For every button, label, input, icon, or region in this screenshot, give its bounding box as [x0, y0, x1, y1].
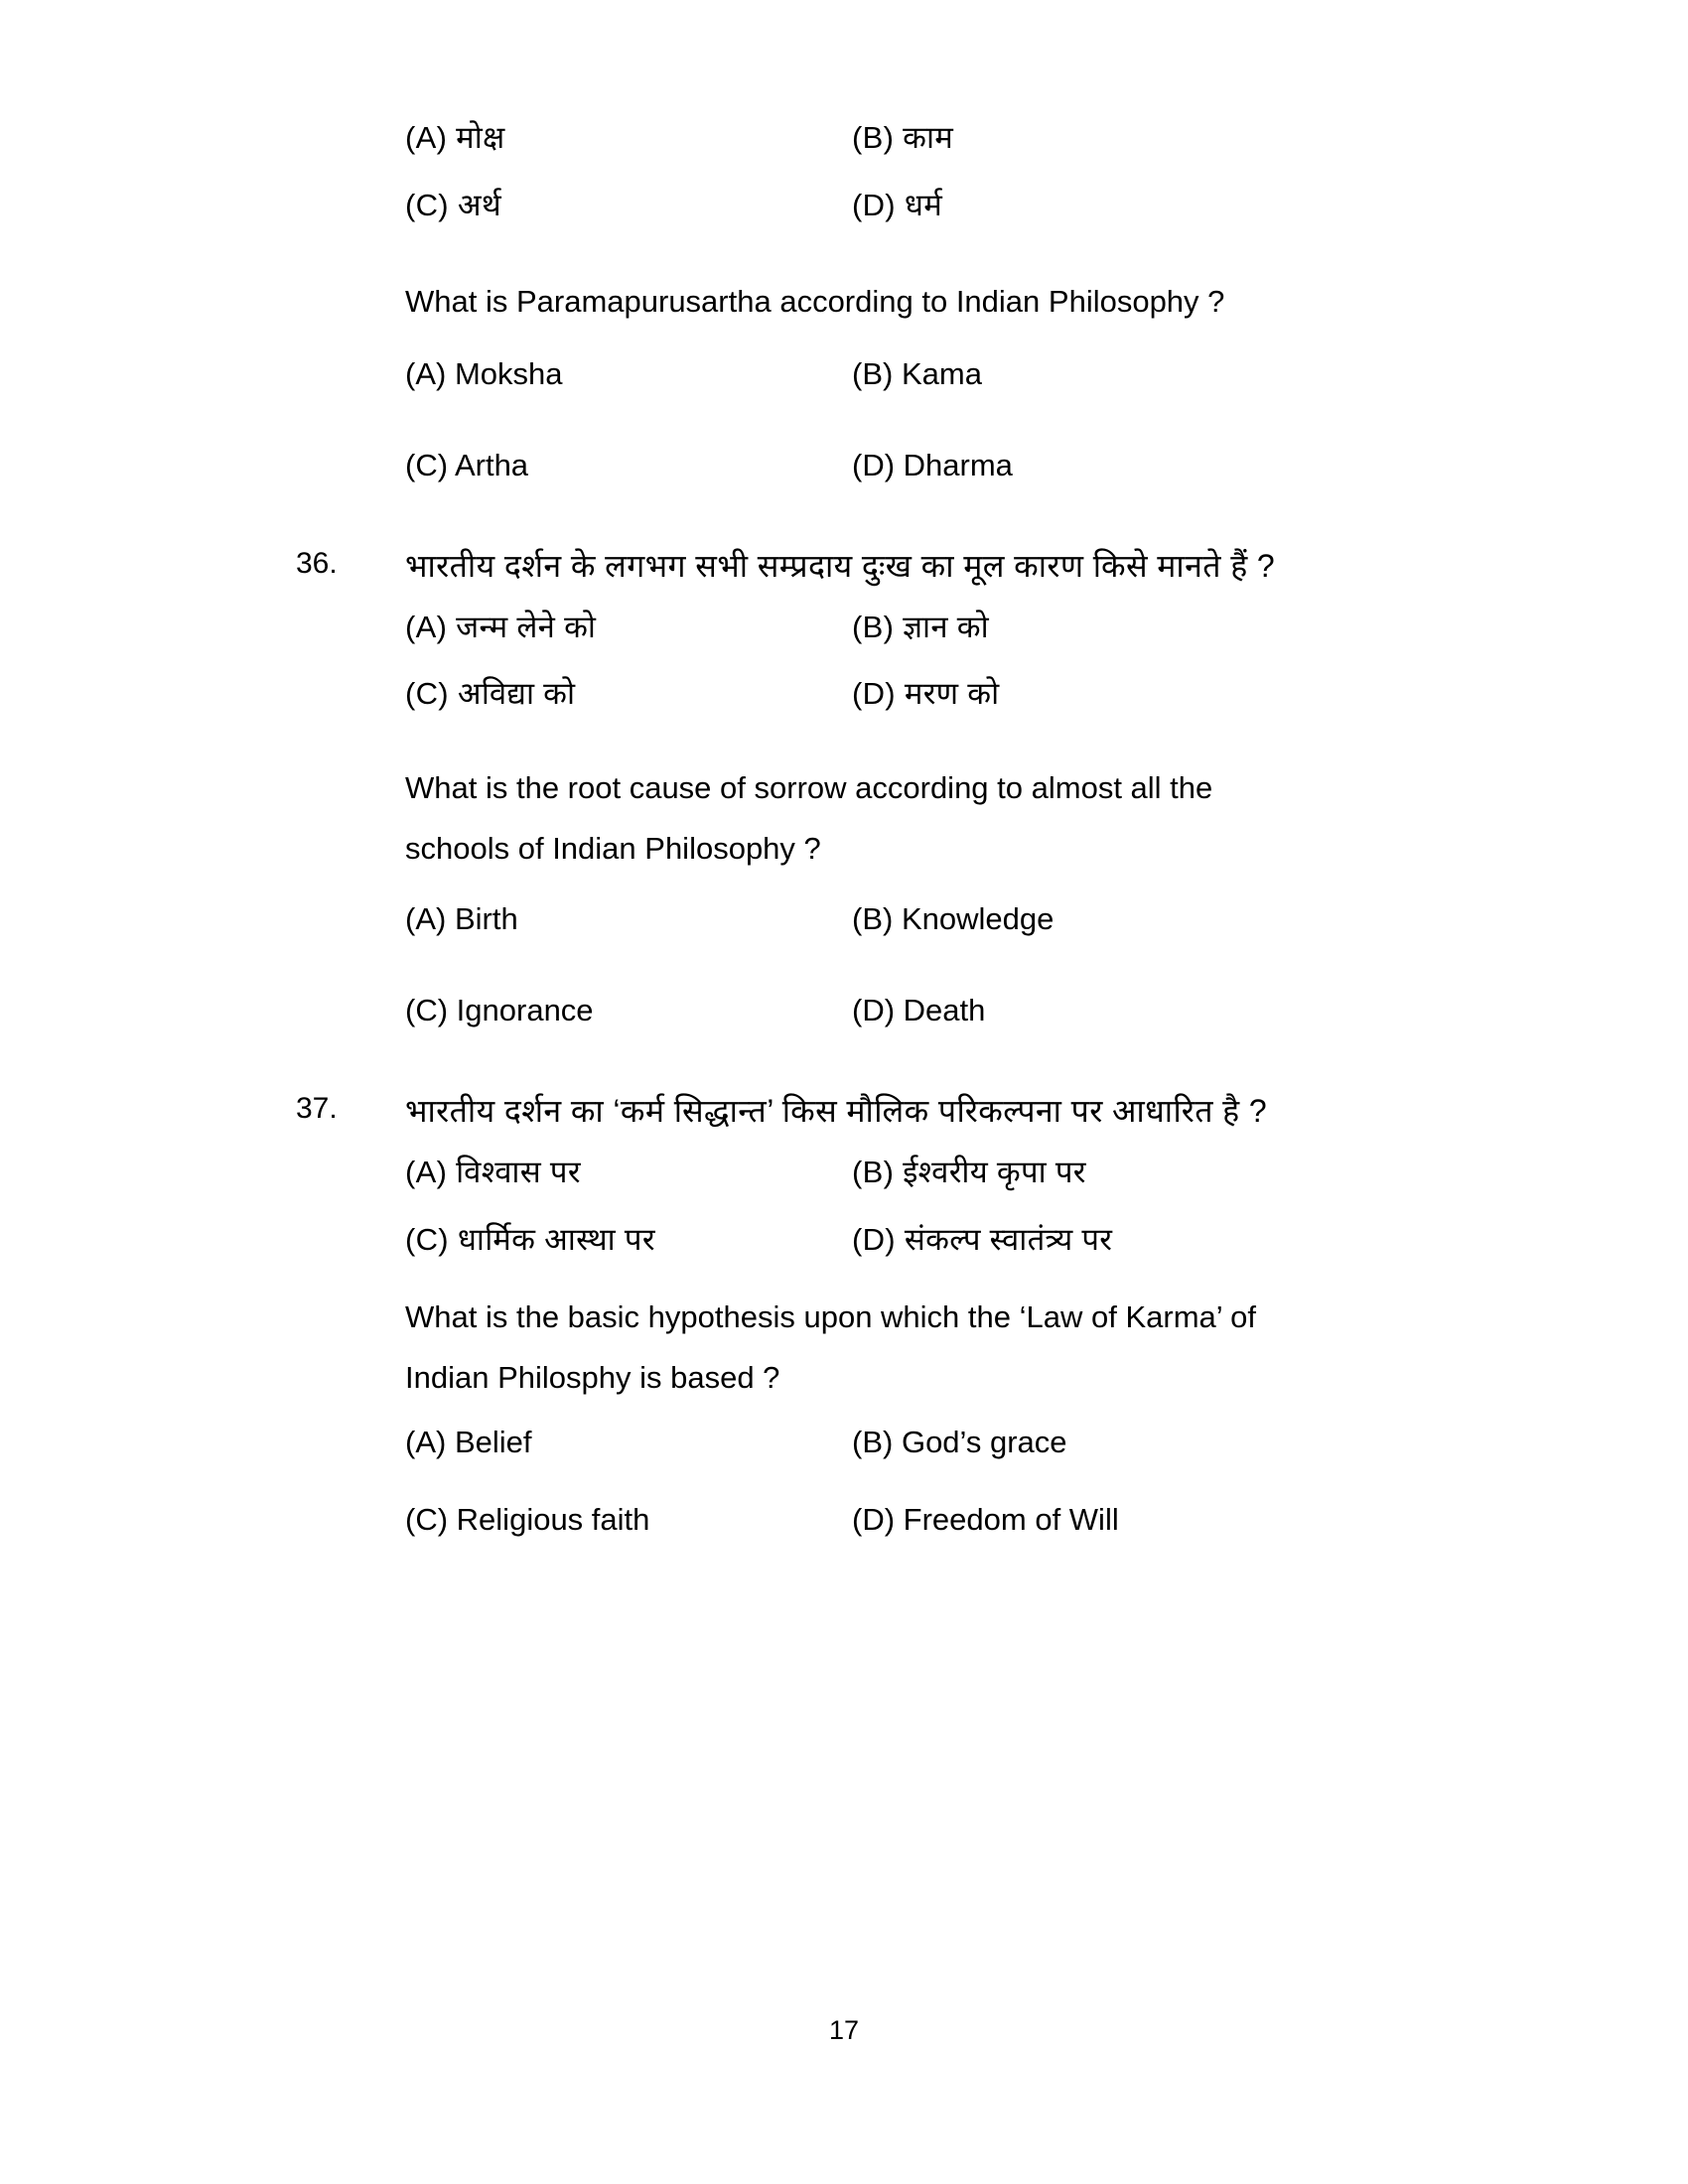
option-label: (B): [852, 356, 894, 392]
top-margin: [0, 0, 1688, 117]
option-label: (A): [405, 609, 448, 644]
option-text: काम: [903, 120, 954, 155]
question-stem-hindi-row: [0, 544, 1688, 589]
row-gap: [0, 647, 1688, 673]
option-label: (B): [852, 609, 895, 644]
option-text: जन्म लेने को: [456, 609, 597, 644]
options-row-hindi-cd: [405, 185, 1299, 226]
option-text: Dharma: [903, 447, 1013, 482]
options-row-english-ab: [405, 898, 1299, 940]
options-row-hindi-ab: [405, 1152, 1299, 1193]
options-row-hindi-cd: [405, 673, 1299, 715]
option-text: God’s grace: [901, 1425, 1067, 1460]
question-stem-english-row: [0, 272, 1688, 332]
row-gap: [0, 159, 1688, 185]
question-block-37: [0, 1089, 1688, 1541]
stem-line: What is the basic hypothesis upon which the ‘Law of Karma’ of: [405, 1299, 1256, 1335]
option-text: Knowledge: [901, 901, 1055, 937]
options-row-hindi-cd: [405, 1219, 1299, 1261]
question-number-placeholder: [0, 272, 405, 313]
row-gap: [0, 1193, 1688, 1219]
question-gap: [0, 1031, 1688, 1089]
option-text: Death: [903, 993, 986, 1028]
option-hi-a[interactable]: [405, 607, 852, 648]
option-label: (D): [852, 676, 896, 712]
stem-line: What is Paramapurusartha according to Indian Philosophy ?: [405, 283, 1225, 319]
option-text: Birth: [454, 901, 518, 937]
option-text: Freedom of Will: [903, 1502, 1119, 1538]
row-gap: [0, 589, 1688, 607]
option-text: मोक्ष: [456, 120, 505, 155]
option-en-c[interactable]: [405, 990, 852, 1031]
option-hi-a[interactable]: [405, 1152, 852, 1193]
option-label: (A): [405, 1154, 448, 1189]
option-text: धर्म: [904, 187, 943, 222]
row-gap: [0, 1134, 1688, 1152]
option-text: संकल्प स्वातंत्र्य पर: [904, 1221, 1113, 1257]
options-row-english-cd: [405, 445, 1299, 486]
option-label: (B): [852, 120, 895, 155]
option-hi-b[interactable]: [852, 1152, 1299, 1193]
option-label: (A): [405, 356, 447, 392]
row-gap: [0, 332, 1688, 353]
option-en-a[interactable]: [405, 353, 852, 395]
option-en-c[interactable]: [405, 445, 852, 486]
options-row-english-cd: [405, 1499, 1299, 1541]
option-hi-c[interactable]: [405, 1219, 852, 1261]
row-gap: [0, 395, 1688, 445]
option-hi-b[interactable]: [852, 607, 1299, 648]
row-gap: [0, 940, 1688, 990]
option-label: (C): [405, 187, 449, 222]
option-label: (D): [852, 993, 896, 1028]
page-number: 17: [828, 2015, 860, 2045]
option-en-b[interactable]: [852, 1422, 1299, 1463]
option-text: अविद्या को: [457, 676, 576, 712]
option-label: (C): [405, 676, 449, 712]
option-label: (C): [405, 1502, 449, 1538]
option-label: (B): [852, 1154, 895, 1189]
option-label: (A): [405, 901, 447, 937]
option-text: Artha: [454, 447, 529, 482]
question-number-37: 37.: [296, 1091, 338, 1125]
option-en-a[interactable]: [405, 898, 852, 940]
option-en-c[interactable]: [405, 1499, 852, 1541]
option-text: Religious faith: [456, 1502, 650, 1538]
option-label: (A): [405, 120, 448, 155]
option-en-d[interactable]: [852, 445, 1299, 486]
option-label: (A): [405, 1425, 447, 1460]
row-gap: [0, 226, 1688, 272]
option-hi-c[interactable]: [405, 673, 852, 715]
options-row-english-ab: [405, 353, 1299, 395]
question-number-36: 36.: [296, 546, 338, 580]
option-text: Belief: [454, 1425, 532, 1460]
question-gap: [0, 486, 1688, 544]
option-label: (C): [405, 447, 449, 482]
row-gap: [0, 1408, 1688, 1422]
row-gap: [0, 1463, 1688, 1499]
option-en-b[interactable]: [852, 353, 1299, 395]
option-text: Ignorance: [456, 993, 594, 1028]
question-stem-english-row: [0, 758, 1688, 879]
stem-line: Indian Philosphy is based ?: [405, 1359, 780, 1395]
question-block-35-tail: [0, 117, 1688, 486]
option-text: Kama: [901, 356, 982, 392]
options-row-hindi-ab: [405, 607, 1299, 648]
question-block-36: [0, 544, 1688, 1031]
question-stem-english: [405, 758, 1688, 879]
option-label: (B): [852, 901, 894, 937]
option-label: (C): [405, 993, 449, 1028]
option-label: (D): [852, 1502, 896, 1538]
option-label: (C): [405, 1221, 449, 1257]
option-label: (D): [852, 1221, 896, 1257]
options-row-english-ab: [405, 1422, 1299, 1463]
option-en-d[interactable]: [852, 990, 1299, 1031]
question-stem-hindi: भारतीय दर्शन के लगभग सभी सम्प्रदाय दुःख का मूल कारण किसे मानते हैं ?: [405, 547, 1276, 584]
row-gap: [0, 1260, 1688, 1288]
row-gap: [0, 879, 1688, 898]
question-stem-english: [405, 1288, 1688, 1408]
option-hi-d[interactable]: [852, 1219, 1299, 1261]
option-text: ईश्वरीय कृपा पर: [903, 1154, 1086, 1189]
option-text: धार्मिक आस्था पर: [457, 1221, 655, 1257]
option-label: (B): [852, 1425, 894, 1460]
question-stem-hindi: भारतीय दर्शन का ‘कर्म सिद्धान्त’ किस मौलिक परिकल्पना पर आधारित है ?: [405, 1092, 1268, 1129]
option-text: ज्ञान को: [903, 609, 989, 644]
option-text: अर्थ: [457, 187, 501, 222]
option-text: मरण को: [904, 676, 1000, 712]
stem-line: schools of Indian Philosophy ?: [405, 830, 821, 866]
option-hi-c[interactable]: [405, 185, 852, 226]
option-hi-b[interactable]: [852, 117, 1299, 159]
options-row-english-cd: [405, 990, 1299, 1031]
row-gap: [0, 715, 1688, 758]
question-stem-hindi-row: [0, 1089, 1688, 1134]
option-text: Moksha: [454, 356, 563, 392]
stem-line: What is the root cause of sorrow according to almost all the: [405, 770, 1213, 806]
option-en-a[interactable]: [405, 1422, 852, 1463]
option-hi-a[interactable]: [405, 117, 852, 159]
question-stem-english: [405, 272, 1688, 332]
option-label: (D): [852, 447, 896, 482]
option-hi-d[interactable]: [852, 185, 1299, 226]
option-hi-d[interactable]: [852, 673, 1299, 715]
option-text: विश्वास पर: [456, 1154, 581, 1189]
options-row-hindi-ab: [405, 117, 1299, 159]
option-en-d[interactable]: [852, 1499, 1299, 1541]
question-stem-english-row: [0, 1288, 1688, 1408]
option-label: (D): [852, 187, 896, 222]
option-en-b[interactable]: [852, 898, 1299, 940]
